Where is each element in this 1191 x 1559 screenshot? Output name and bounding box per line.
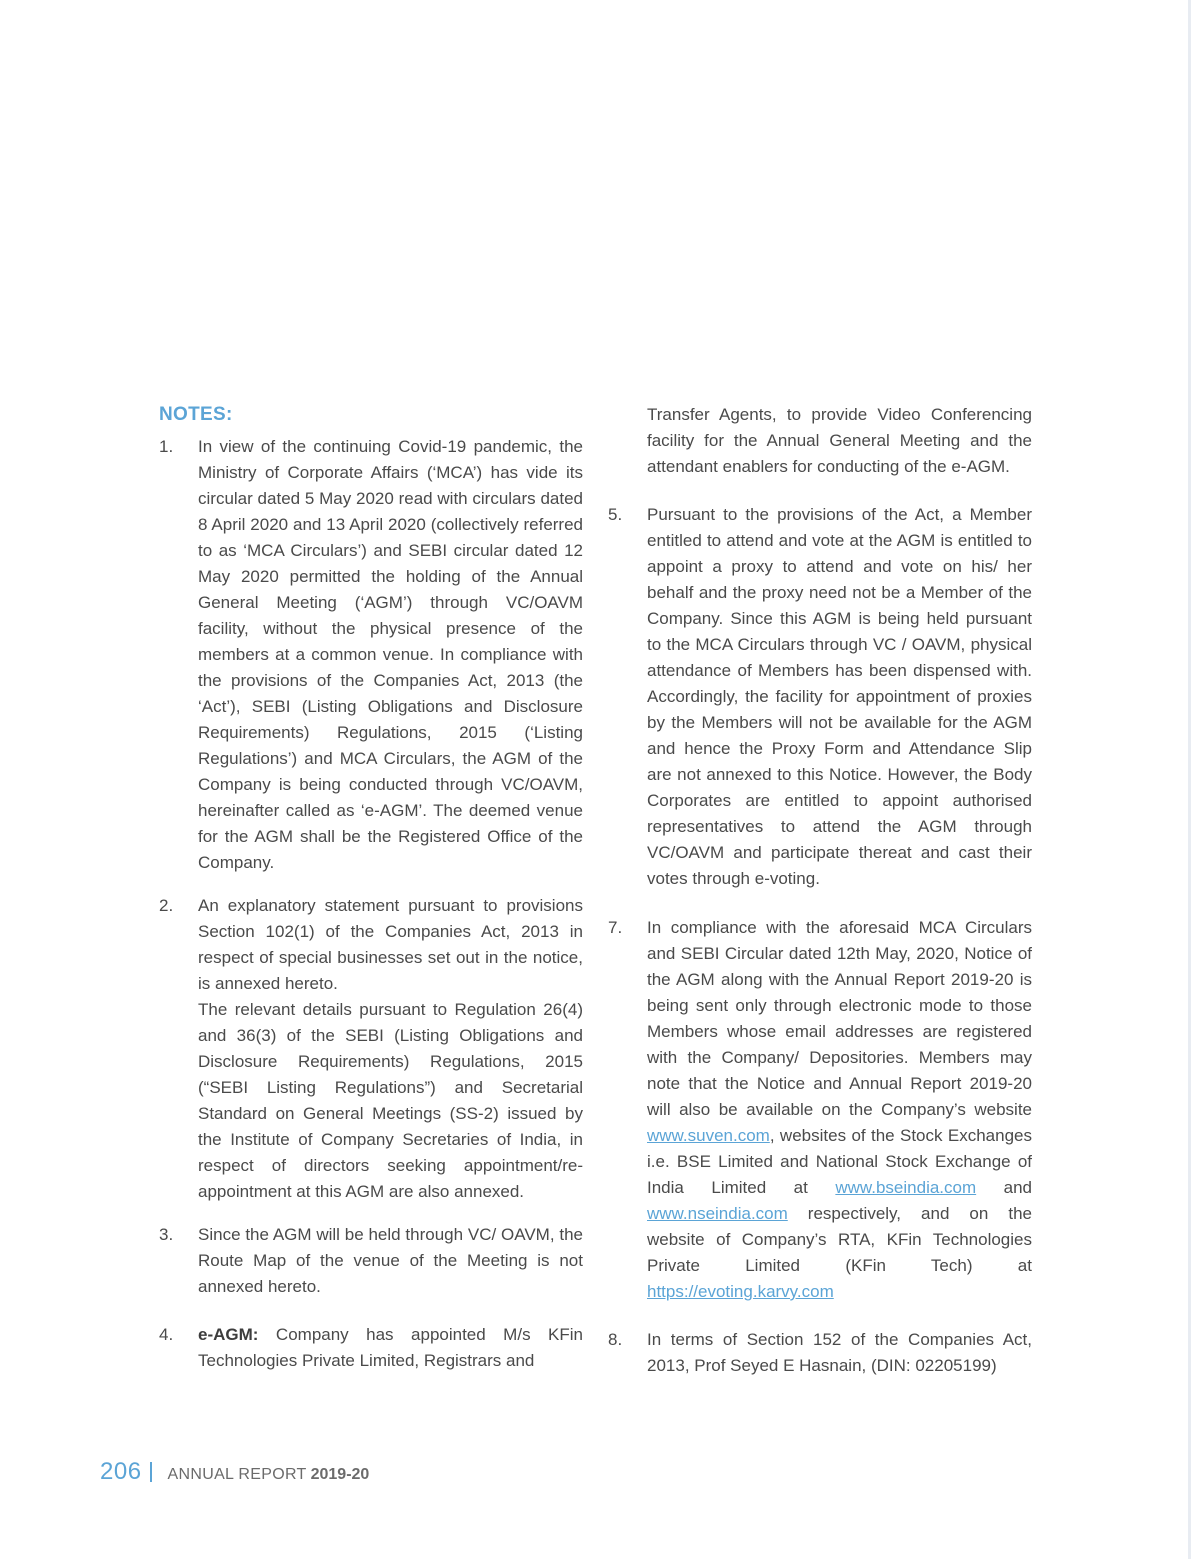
note-item-4-continued — [608, 402, 1032, 480]
note-number: 4. — [159, 1325, 174, 1344]
right-column — [608, 402, 1032, 1379]
note-number: 1. — [159, 437, 174, 456]
link-evoting-karvy[interactable]: https://evoting.karvy.com — [647, 1282, 834, 1301]
note-item-8 — [608, 1327, 1032, 1379]
link-nseindia[interactable]: www.nseindia.com — [647, 1204, 788, 1223]
note-text — [647, 915, 1032, 1305]
note-item-5 — [608, 502, 1032, 892]
footer-divider — [150, 1462, 152, 1482]
note-lead: e-AGM: — [198, 1325, 259, 1344]
link-suven[interactable]: www.suven.com — [647, 1126, 770, 1145]
note-text: An explanatory statement pursuant to provisions Section 102(1) of the Companies Act, 2013 in respect of special businesses set out in the notice, is annexed hereto. — [198, 896, 583, 993]
note-text: Since the AGM will be held through VC/ OAVM, the Route Map of the venue of the Meeting is not annexed hereto. — [198, 1225, 583, 1296]
note-text-span: In compliance with the aforesaid MCA Circulars and SEBI Circular dated 12th May, 2020, Notice of the AGM along with the Annual Report 2019-20 is being sent only through electronic mode to those Members whose email addresses are registered with the Company/ Depositories. Members may note that the Notice and Annual Report 2019-20 will also be available on the Company’s website — [647, 918, 1032, 1119]
notes-heading: NOTES: — [159, 404, 233, 425]
note-number: 7. — [608, 918, 623, 937]
note-number: 3. — [159, 1225, 174, 1244]
note-number: 5. — [608, 505, 623, 524]
left-column — [159, 402, 583, 1374]
page-footer — [100, 1458, 369, 1486]
note-text: Pursuant to the provisions of the Act, a Member entitled to attend and vote at the AGM is entitled to appoint a proxy to attend and vote on his/ her behalf and the proxy need not be a Member of the Company. Since this AGM is being held pursuant to the MCA Circulars through VC / OAVM, physical attendance of Members has been dispensed with. Accordingly, the facility for appointment of proxies by the Members will not be available for the AGM and hence the Proxy Form and Attendance Slip are not annexed to this Notice. However, the Body Corporates are entitled to appoint authorised representatives to attend the AGM through VC/OAVM and participate thereat and cast their votes through e-voting. — [647, 505, 1032, 888]
note-item-4 — [159, 1322, 583, 1374]
note-text: The relevant details pursuant to Regulation 26(4) and 36(3) of the SEBI (Listing Obligations and Disclosure Requirements) Regulations, 2015 (“SEBI Listing Regulations”) and Secretarial Standard on General Meetings (SS-2) issued by the Institute of Company Secretaries of India, in respect of directors seeking appointment/re-appointment at this AGM are also annexed. — [198, 1000, 583, 1201]
note-text-span: , websites of the Stock Exchanges i.e. BSE Limited and National Stock Exchange of India Limited at — [647, 1126, 1032, 1197]
note-text-span: respectively, and on the website of Company’s RTA, KFin Technologies Private Limited (KFin Tech) at — [647, 1204, 1032, 1275]
note-item-2 — [159, 893, 583, 1205]
note-text — [198, 1322, 583, 1374]
note-number: 8. — [608, 1330, 623, 1349]
page-number: 206 — [100, 1458, 142, 1485]
note-text-span: and — [976, 1178, 1033, 1197]
note-item-1 — [159, 434, 583, 876]
note-text: Transfer Agents, to provide Video Conferencing facility for the Annual General Meeting and the attendant enablers for conducting of the e-AGM. — [647, 405, 1032, 476]
report-year: 2019-20 — [310, 1466, 370, 1483]
note-item-3 — [159, 1222, 583, 1300]
note-text-span: Company has appointed M/s KFin Technologies Private Limited, Registrars and — [198, 1325, 583, 1370]
note-text: In view of the continuing Covid-19 pandemic, the Ministry of Corporate Affairs (‘MCA’) has vide its circular dated 5 May 2020 read with circulars dated 8 April 2020 and 13 April 2020 (collectively referred to as ‘MCA Circulars’) and SEBI circular dated 12 May 2020 permitted the holding of the Annual General Meeting (‘AGM’) through VC/OAVM facility, without the physical presence of the members at a common venue. In compliance with the provisions of the Companies Act, 2013 (the ‘Act’), SEBI (Listing Obligations and Disclosure Requirements) Regulations, 2015 (‘Listing Regulations’) and MCA Circulars, the AGM of the Company is being conducted through VC/OAVM, hereinafter called as ‘e-AGM’. The deemed venue for the AGM shall be the Registered Office of the Company. — [198, 437, 583, 872]
link-bseindia[interactable]: www.bseindia.com — [835, 1178, 977, 1197]
report-label: ANNUAL REPORT — [167, 1466, 307, 1483]
note-item-7 — [608, 915, 1032, 1305]
note-text: In terms of Section 152 of the Companies Act, 2013, Prof Seyed E Hasnain, (DIN: 02205199) — [647, 1330, 1032, 1375]
note-number: 2. — [159, 896, 174, 915]
